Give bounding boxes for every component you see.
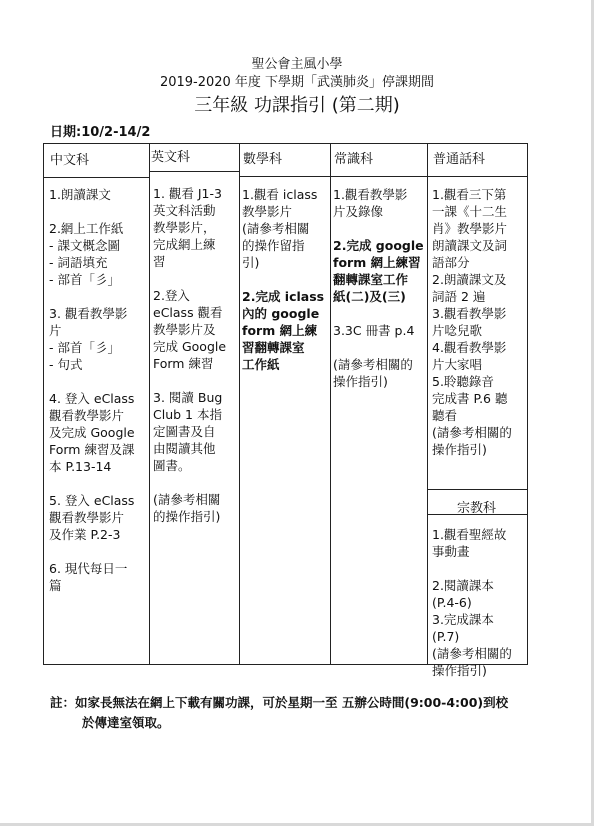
footnote-line-1: 註：如家長無法在網上下載有關功課，可於星期一至 五辦公時間(9:00-4:00)到校: [50, 695, 509, 710]
document-title: 三年級 功課指引 (第二期): [194, 95, 400, 116]
content-general-studies: [333, 186, 426, 390]
school-name: 聖公會主風小學: [251, 57, 343, 72]
gs-item-1: 1.觀看教學影 片及錄像: [333, 187, 408, 219]
term-line: 2019-2020 年度 下學期「武漢肺炎」停課期間: [159, 75, 435, 90]
heading-putonghua: 普通話科: [433, 152, 486, 167]
religion-top-rule: [427, 489, 528, 490]
heading-religion: 宗教科: [457, 501, 497, 516]
gs-item-2: 2.完成 google form 網上練習 翻轉課室工作 紙(二)及(三): [333, 238, 424, 304]
header-rule-english: [149, 171, 239, 172]
table-top-border: [43, 143, 528, 144]
footnote-line-2: 於傳達室領取。: [82, 715, 170, 730]
date-label: 日期:10/2-14/2: [50, 125, 151, 140]
content-math: [242, 186, 328, 373]
heading-english: 英文科: [151, 150, 191, 165]
heading-math: 數學科: [243, 152, 283, 167]
math-item-1: 1.觀看 iclass 教學影片 (請參考相關 的操作留指 引): [242, 187, 318, 270]
heading-chinese: 中文科: [50, 153, 90, 168]
math-item-2: 2.完成 iclass 內的 google form 網上練 習翻轉課室 工作紙: [242, 289, 325, 372]
homework-table: [43, 143, 528, 678]
content-putonghua: 1.觀看三下第 一課《十二生 肖》教學影片 朗讀課文及詞 語部分 2.朗讀課文及 詞語 2 遍 3.觀看教學影 片唸兒歌 4.觀看教學影 片大家唱 5.聆聽錄音 完成書 P.6 聽 聽看 (請參考相關的 操作指引): [432, 187, 512, 457]
header-rule-chinese: [43, 177, 149, 178]
header-rule-right: [239, 176, 528, 177]
content-religion: 1.觀看聖經故 事動畫 2.閱讀課本 (P.4-6) 3.完成課本 (P.7) (請參考相關的 操作指引): [432, 527, 512, 678]
footnote: [50, 693, 508, 733]
gs-item-3: 3.3C 冊書 p.4 (請參考相關的 操作指引): [333, 323, 415, 389]
content-english: 1. 觀看 J1-3 英文科活動 教學影片， 完成網上練 習 2.登入 eClass 觀看 教學影片及 完成 Google Form 練習 3. 閱讀 Bug Club 1 本指 定圖書及自 由閱讀其他 圖書。 (請參考相關 的操作指引): [153, 186, 227, 524]
content-chinese: 1.朗讀課文 2.網上工作紙 - 課文概念圖 - 詞語填充 - 部首「彡」 3. 觀看教學影 片 - 部首「彡」 - 句式 4. 登入 eClass 觀看教學影片 及完成 Google Form 練習及課 本 P.13-14 5. 登入 eClass 觀看教學影片 及作業 P.2-3 6. 現代每日一 篇: [49, 187, 135, 593]
heading-general-studies: 常識科: [334, 152, 374, 167]
